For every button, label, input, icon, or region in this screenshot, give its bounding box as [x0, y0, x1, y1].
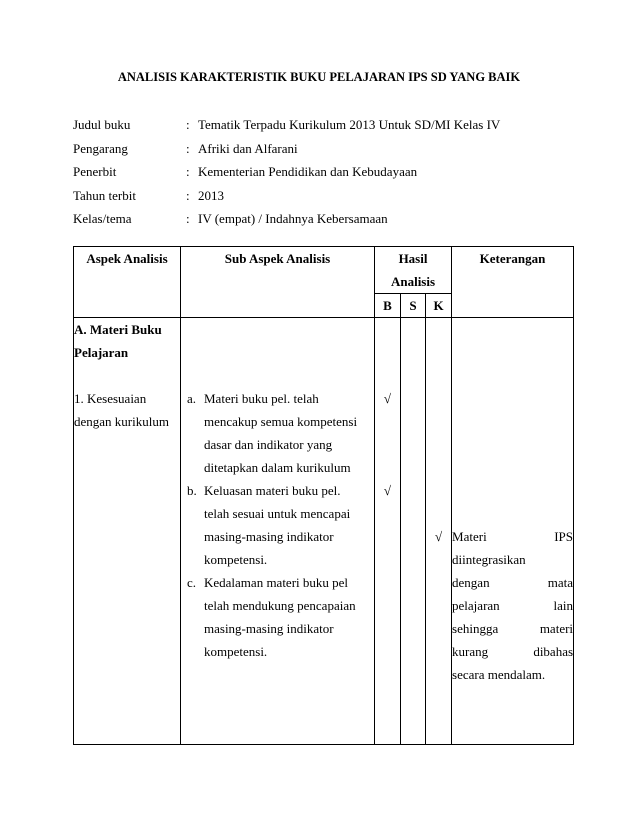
header-aspek: Aspek Analisis — [74, 247, 181, 318]
meta-key: Pengarang — [73, 140, 128, 156]
meta-key: Tahun terbit — [73, 187, 136, 203]
sub-item-line: telah sesuai untuk mencapai — [204, 506, 351, 522]
meta-colon: : — [186, 187, 190, 203]
section-heading-line1: A. Materi Buku — [74, 322, 162, 338]
keterangan-line: sehingga materi — [452, 621, 574, 637]
keterangan-line: kurang dibahas — [452, 644, 574, 660]
sub-item-line: ditetapkan dalam kurikulum — [204, 460, 351, 476]
sub-item-line: telah mendukung pencapaian — [204, 598, 356, 614]
header-k: K — [426, 294, 452, 318]
keterangan-line: Materi IPS — [452, 529, 574, 545]
meta-colon: : — [186, 117, 190, 132]
sub-item-line: kompetensi. — [204, 644, 268, 660]
sub-item-letter: c. — [187, 575, 197, 591]
meta-value: Tematik Terpadu Kurikulum 2013 Untuk SD/MI Kelas IV — [198, 117, 501, 132]
check-mark-c-k: √ — [434, 529, 443, 545]
header-hasil — [375, 247, 452, 294]
header-b: B — [375, 294, 401, 318]
meta-colon: : — [186, 164, 190, 179]
sub-item-letter: a. — [187, 391, 197, 407]
sub-item-c — [181, 571, 374, 663]
meta-key: Judul buku — [73, 117, 131, 132]
document-title: ANALISIS KARAKTERISTIK BUKU PELAJARAN IPS SD YANG BAIK — [117, 70, 521, 84]
meta-key: Penerbit — [73, 164, 117, 179]
header-sub-aspek: Sub Aspek Analisis — [181, 247, 375, 318]
section-heading-line2: Pelajaran — [74, 345, 129, 361]
header-hasil-line1: Hasil — [398, 251, 428, 266]
sub-item-b — [181, 479, 374, 571]
aspect-line1: 1. Kesesuaian — [74, 391, 147, 407]
sub-item-line: masing-masing indikator — [204, 621, 334, 637]
aspect-line2: dengan kurikulum — [74, 414, 169, 430]
s-column-cell — [401, 318, 426, 745]
sub-item-a — [181, 387, 374, 479]
header-keterangan: Keterangan — [452, 247, 574, 318]
sub-item-line: masing-masing indikator — [204, 529, 334, 545]
check-mark-b-b: √ — [383, 483, 392, 499]
meta-key: Kelas/tema — [73, 211, 132, 226]
check-mark-a-b: √ — [383, 391, 392, 407]
meta-value: 2013 — [198, 187, 224, 203]
sub-aspect-cell — [181, 318, 375, 745]
aspect-cell — [74, 318, 181, 745]
meta-colon: : — [186, 140, 190, 156]
meta-value: Afriki dan Alfarani — [198, 140, 298, 156]
meta-colon: : — [186, 211, 190, 226]
keterangan-line: dengan mata — [452, 575, 574, 591]
sub-item-line: dasar dan indikator yang — [204, 437, 333, 453]
keterangan-cell — [452, 318, 574, 745]
k-column-cell — [426, 318, 452, 745]
analysis-table — [73, 246, 574, 745]
sub-item-letter: b. — [187, 483, 197, 499]
sub-item-line: kompetensi. — [204, 552, 268, 568]
header-row — [74, 247, 574, 294]
header-s: S — [401, 294, 426, 318]
keterangan-line: secara mendalam. — [452, 667, 546, 683]
sub-item-line: Materi buku pel. telah — [204, 391, 319, 407]
sub-item-line: Keluasan materi buku pel. — [204, 483, 341, 499]
meta-value: Kementerian Pendidikan dan Kebudayaan — [198, 164, 418, 179]
sub-item-line: Kedalaman materi buku pel — [204, 575, 349, 591]
table-row — [74, 318, 574, 745]
keterangan-line: pelajaran lain — [452, 598, 574, 614]
sub-item-line: mencakup semua kompetensi — [204, 414, 358, 430]
b-column-cell — [375, 318, 401, 745]
meta-value: IV (empat) / Indahnya Kebersamaan — [198, 211, 388, 226]
header-hasil-line2: Analisis — [390, 274, 436, 289]
keterangan-line: diintegrasikan — [452, 552, 526, 568]
